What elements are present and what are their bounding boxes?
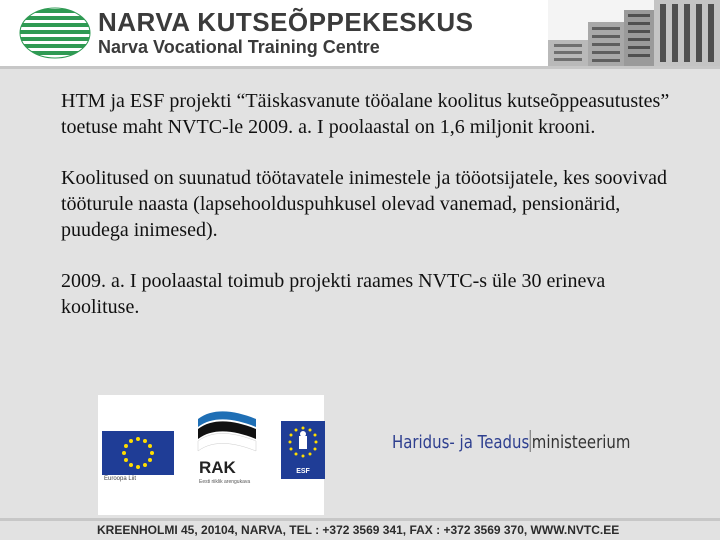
rak-caption: Eesti riiklik arengukava — [199, 479, 251, 485]
sponsor-logos-panel — [98, 395, 324, 515]
paragraph-courses: 2009. a. I poolaastal toimub projekti raames NVTC-s üle 30 erineva koolituse. — [61, 270, 606, 318]
paragraph-funding: HTM ja ESF projekti “Täiskasvanute tööalane koolitus kutseõppeasutustes” toetuse maht NVTC-le 2009. a. I poolaastal on 1,6 miljonit krooni. — [61, 90, 670, 138]
ministry-name-part1: Haridus- ja Teadus — [392, 432, 530, 453]
eu-flag-icon — [102, 431, 174, 475]
rak-logo-text: RAK — [199, 458, 236, 477]
org-name-estonian: NARVA KUTSEÕPPEKESKUS — [98, 7, 474, 37]
header — [0, 0, 720, 68]
ministry-logo — [392, 430, 630, 453]
paragraph-target-groups: Koolitused on suunatud töötavatele inimestele ja tööotsijatele, kes soovivad tööturule naasta (lapsehoolduspuhkusel olevad vanemad, pensionärid, puudega inimesed). — [61, 167, 667, 241]
header-divider — [0, 66, 720, 69]
ministry-name-part2: ministeerium — [531, 432, 631, 453]
org-name-english: Narva Vocational Training Centre — [98, 37, 380, 57]
slide-body — [61, 88, 671, 345]
rak-flag-icon — [196, 409, 258, 459]
building-image — [548, 0, 720, 66]
footer-divider — [0, 518, 720, 521]
footer-contact-info: KREENHOLMI 45, 20104, NARVA, TEL : +372 3569 341, FAX : +372 3569 370, WWW.NVTC.EE — [97, 523, 620, 537]
esf-logo-text: ESF — [296, 468, 310, 475]
eu-caption: Euroopa Liit — [104, 476, 137, 482]
striped-globe-icon — [18, 6, 92, 60]
